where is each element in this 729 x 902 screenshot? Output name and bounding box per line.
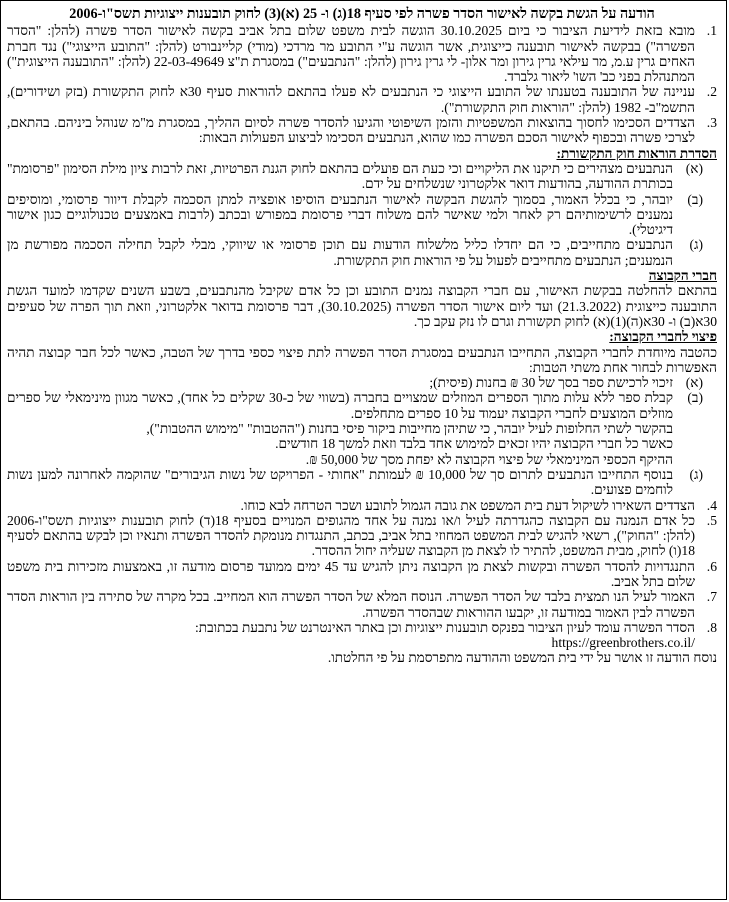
notice-content <box>7 7 717 666</box>
sub-item-text: יובהר, כי בכלל האמור, בסמוך להגשת הבקשה לאישור הנתבעים הוסיפו אופציה למתן הסכמה לקבלת דיוור פרסומי, ומוסיפים נמענים לרשימותיהם רק לאחר ולמי שאישר להם משלוח דברי פרסומת במפורש ובכתב (לרבות באמצעים טכנולוגיים כגון אישור דיגיטלי). <box>7 191 673 238</box>
numbered-item-2 <box>7 84 717 115</box>
item-number: 6. <box>706 558 717 574</box>
item-text: הצדדים השאירו לשיקול דעת בית המשפט את גובה הגמול לתובע ושכר הטרחה לבא כוחו. <box>240 497 695 513</box>
item-number: 2. <box>706 84 717 100</box>
benefit-note-2: כאשר כל חברי הקבוצה יהיו זכאים למימוש אחד בלבד וזאת למשך 18 חודשים. <box>275 436 673 452</box>
numbered-item-7 <box>7 589 717 620</box>
sub-item-label: (ג) <box>689 466 703 482</box>
closing-note: נוסח הודעה זו אושר על ידי בית המשפט וההודעה מתפרסמת על פי החלטתו. <box>327 650 717 666</box>
sub-item-label: (ב) <box>687 390 703 406</box>
item-number: 3. <box>706 115 717 131</box>
numbered-item-1 <box>7 23 717 84</box>
numbered-item-4 <box>7 498 717 513</box>
item-number: 8. <box>706 619 717 635</box>
item-text: התנגדויות להסדר הפשרה ובקשות לצאת מן הקבוצה ניתן להגיש עד 45 ימים ממועד פרסום מודעה זו, באמצעות מזכירות בית משפט שלום בתל אביב. <box>7 558 696 589</box>
section-heading-compensation: פיצוי לחברי הקבוצה: <box>609 329 717 345</box>
item-number: 5. <box>706 512 717 528</box>
item-number: 7. <box>706 589 717 605</box>
numbered-item-6 <box>7 559 717 590</box>
numbered-item-3 <box>7 115 717 146</box>
sub-item-label: (ב) <box>687 191 703 207</box>
item-text: מובא בזאת לידיעת הציבור כי ביום 30.10.2025 הוגשה לבית משפט שלום בתל אביב בקשה לאישור הסדר פשרה (להלן: "הסדר הפשרה") בבקשה לאישור תובענה כייצוגית, אשר הוגשה ע"י התובע מר מרדכי (מודי) קליינבורט (להלן: "התובע הייצוגי") נגד חברת האחים גרין ע.מ, מר עילאי גרין גירון ומר אלון- לי גרין גירון (להלן: "הנתבעים") במסגרת ת"צ 22-03-49649 (להלן: "התובענה הייצוגית") המתנהלת בפני כב' השו' ליאור גלברד. <box>7 23 695 85</box>
class-members-text: בהתאם להחלטה בבקשת האישור, עם חברי הקבוצה נמנים התובע וכן כל אדם שקיבל מהנתבעים, בשבע השנים שקדמו למועד הגשת התובענה כייצוגית (21.3.2022) ועד ליום אישור הסדר הפשרה (30.10.2025), דבר פרסומת בדואר אלקטרוני, וזאת תוך הפרה של סעיפים 30א(ב) ו- 30א(ה)(1)(א) לחוק תקשורת וגרם לו נזק עקב כך. <box>7 283 717 329</box>
sub-item-text: זיכוי לרכישת ספר בסך של 30 ₪ בחנות (פיסית); <box>429 375 673 391</box>
item-text: האמור לעיל הנו תמצית בלבד של הסדר הפשרה. הנוסח המלא של הסדר הפשרה הוא המחייב. בכל מקרה של סתירה בין הוראות הסדר הפשרה לבין האמור במודעה זו, יקבעו ההוראות שבהסדר הפשרה. <box>7 589 695 620</box>
benefit-note-3: ההיקף הכספי המינימאלי של פיצוי הקבוצה לא יפחת מסך של 50,000 ₪. <box>305 451 673 467</box>
numbered-item-8 <box>7 620 717 651</box>
sub-item-text: הנתבעים מתחייבים, כי הם יחדלו כליל מלשלוח הודעות עם תוכן פרסומי או שיווקי, מבלי לקבל תחילה הסכמה מפורשת מן הנמענים; הנתבעים מתחייבים לפעול על פי הוראות חוק התקשורת. <box>7 237 673 268</box>
benefit-a <box>7 375 717 390</box>
numbered-item-5 <box>7 513 717 559</box>
section-heading-class-members: חברי הקבוצה <box>648 268 717 284</box>
section-heading-communications: הסדרת הוראות חוק התקשורת: <box>556 145 717 161</box>
sub-item-label: (א) <box>685 160 703 176</box>
website-link-line <box>7 635 695 650</box>
item-text: הצדדים הסכימו לחסוך בהוצאות המשפטיות והזמן השיפוטי והגיעו להסדר פשרה לסיום ההליך, במסגרת מ"מ שנוהל ביניהם. בהתאם, לצרכי פשרה ובכפוף לאישור הסכם הפשרה כמו שהוא, הנתבעים הסכימו לביצוע הפעולות הבאות: <box>7 115 695 146</box>
sub-item-text: קבלת ספר ללא עלות מתוך הספרים המוזלים שמצויים בחברה (בשווי של כ-30 שקלים כל אחד), כאשר מגוון מינימאלי של ספרים מוזלים המוצעים לחברי הקבוצה יעמוד על 10 ספרים מתחלפים. <box>7 390 673 421</box>
benefit-b <box>7 390 717 421</box>
sub-item-b <box>7 192 717 238</box>
item-number: 1. <box>706 23 717 39</box>
sub-item-text: הנתבעים מצהירים כי תיקנו את הליקויים וכי כעת הם פועלים בהתאם לחוק הגנת הפרטיות, זאת לרבות ציון מילת הסימון "פרסומת" בכותרת ההודעה, בהודעות דואר אלקטרוני שנשלחים על ידם. <box>7 160 673 192</box>
sub-item-label: (א) <box>685 375 703 391</box>
item-number: 4. <box>706 497 717 513</box>
sub-item-text: בנוסף התחייבו הנתבעים לתרום סך של 10,000 ₪ לעמותת "אחותי - הפרויקט של נשות הגיבורים" שהוקמה לאחרונה למען נשות לוחמים פצועים. <box>7 466 673 498</box>
sub-item-label: (ג) <box>689 237 703 253</box>
item-text: כל אדם הנמנה עם הקבוצה כהגדרתה לעיל ו/או נמנה על אחד מהגופים המנויים בסעיף 18(ד) לחוק תובענות ייצוגיות תשס"ו-2006 (להלן: "החוק"), רשאי להגיש לבית המשפט המחוזי בתל אביב, בכתב, התנגדות מנומקת להסדר הפשרה ותנאיו וכן לבקש בהתאם לסעיף 18(ו) לחוק, מבית המשפט, להתיר לו לצאת מן הקבוצה שעליה יחול ההסדר. <box>7 512 695 559</box>
item-text: עניינה של התובענה בטענתו של התובע הייצוגי כי הנתבעים לא פעלו בהתאם להוראות סעיף 30א לחוק התקשורת (בזק ושידורים), התשמ"ב- 1982 (להלן: "הוראות חוק התקשורת"). <box>7 84 695 115</box>
item-text: הסדר הפשרה עומד לעיון הציבור בפנקס תובענות ייצוגיות וכן באתר האינטרנט של נתבעת בכתובת: <box>195 619 695 635</box>
website-link[interactable]: https://greenbrothers.co.il/ <box>551 635 695 651</box>
compensation-intro: כהטבה מיוחדת לחברי הקבוצה, התחייבו הנתבעים במסגרת הסדר הפשרה לתת פיצוי כספי בדרך של הטבה, כאשר לכל חבר קבוצה תהיה האפשרות לבחור אחת משתי הטבות: <box>7 344 717 375</box>
notice-title: הודעה על הגשת בקשה לאישור הסדר פשרה לפי סעיף 18(ג) ו- 25 (א)(3) לחוק תובענות ייצוגיות תשס"ו-2006 <box>69 6 655 22</box>
benefit-c-donation <box>7 467 717 498</box>
sub-item-a <box>7 161 717 192</box>
sub-item-c <box>7 237 717 268</box>
benefit-note-1: בהקשר לשתי החלופות לעיל יובהר, כי שתיהן מחייבות ביקור פיסי בחנות ("ההטבות" "מימוש ההטבות"), <box>146 421 673 437</box>
